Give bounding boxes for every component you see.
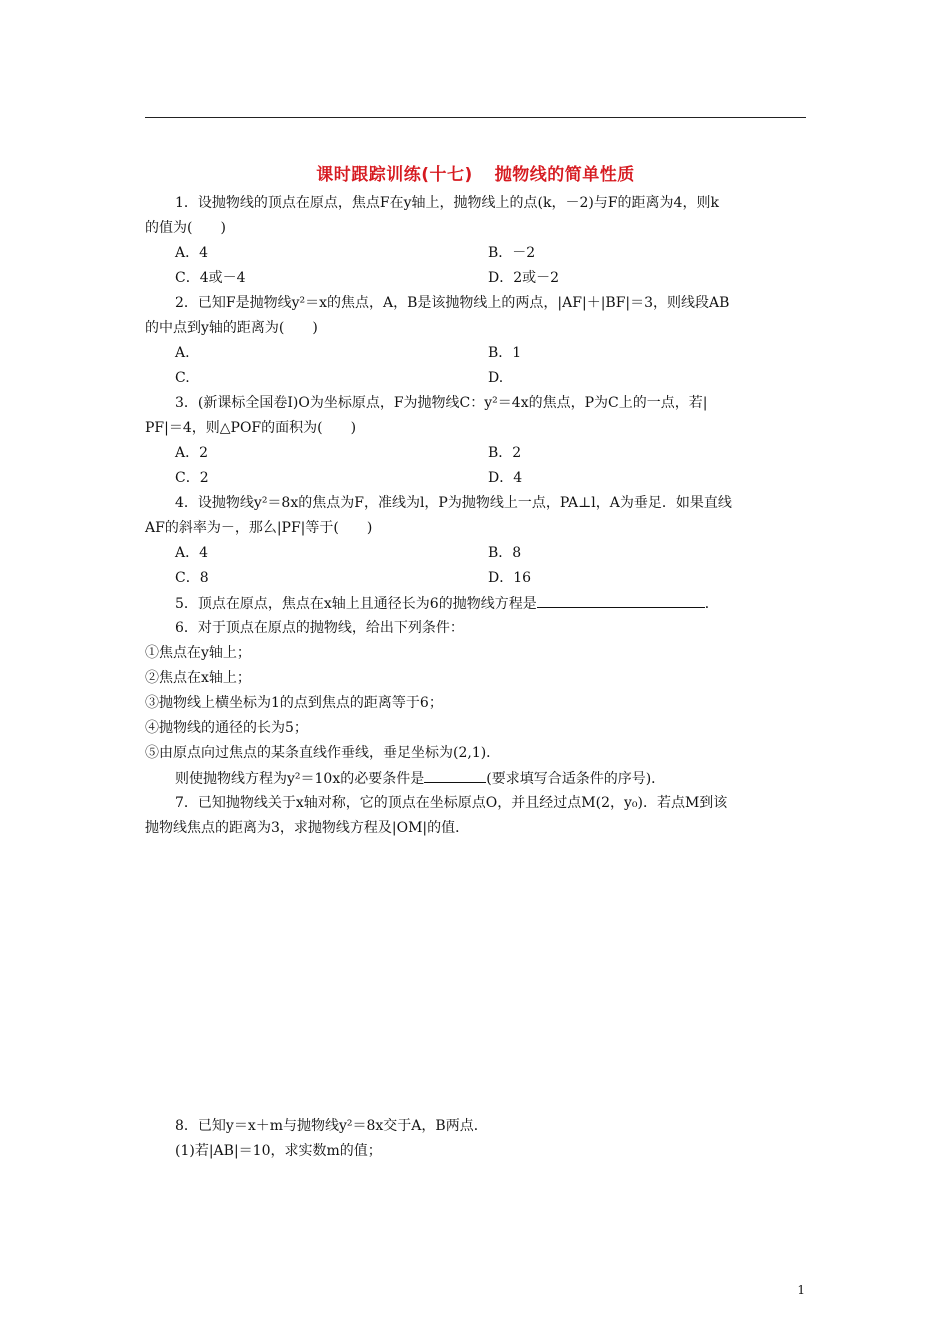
problem-list <box>145 191 806 1164</box>
q1-options-row1 <box>145 241 806 266</box>
q7-line2: 抛物线焦点的距离为3，求抛物线方程及|OM|的值． <box>145 820 470 836</box>
q2-options-row1 <box>145 341 806 366</box>
q2-option-b: B．1 <box>488 345 522 361</box>
q2-options-row2 <box>145 366 806 391</box>
q1-options-row2 <box>145 266 806 291</box>
q5-line <box>145 591 806 616</box>
page-title <box>145 160 806 185</box>
q5-end: ． <box>704 596 719 612</box>
q3-option-b: B．2 <box>488 445 522 461</box>
q6-condition-5: ⑤由原点向过焦点的某条直线作垂线，垂足坐标为(2,1)． <box>145 745 501 761</box>
q3-options-row2 <box>145 466 806 491</box>
q3-line1: 3．(新课标全国卷Ⅰ)O为坐标原点，F为抛物线C：y²＝4x的焦点，P为C上的一点，若| <box>175 395 708 411</box>
q1-option-b: B．－2 <box>488 245 536 261</box>
q2-option-d: D. <box>488 370 504 386</box>
q6-last-post: (要求填写合适条件的序号)． <box>486 771 666 787</box>
q3-option-d: D．4 <box>488 470 523 486</box>
q1-line2: 的值为( ) <box>145 220 226 236</box>
q1-line1: 1．设抛物线的顶点在原点，焦点F在y轴上，抛物线上的点(k，－2)与F的距离为4，则k <box>175 195 719 211</box>
q5-text: 5．顶点在原点，焦点在x轴上且通径长为6的抛物线方程是 <box>175 596 537 612</box>
q4-option-a: A．4 <box>175 545 209 561</box>
q1-option-a: A．4 <box>175 245 209 261</box>
title-right: 抛物线的简单性质 <box>494 165 635 185</box>
page-number: 1 <box>797 1283 805 1297</box>
q6-condition-1: ①焦点在y轴上； <box>145 645 251 661</box>
q4-options-row1 <box>145 541 806 566</box>
q2-option-a: A. <box>175 345 190 361</box>
q4-option-c: C．8 <box>175 570 209 586</box>
q6-condition-2: ②焦点在x轴上； <box>145 670 251 686</box>
q4-line1: 4．设抛物线y²＝8x的焦点为F，准线为l，P为抛物线上一点，PA⊥l，A为垂足．如果直线 <box>175 495 732 511</box>
q4-option-b: B．8 <box>488 545 522 561</box>
q3-options-row1 <box>145 441 806 466</box>
q1-option-c: C．4或－4 <box>175 270 246 286</box>
q4-options-row2 <box>145 566 806 591</box>
header-rule <box>145 117 806 118</box>
q6-answer-blank <box>424 766 486 783</box>
q6-condition-3: ③抛物线上横坐标为1的点到焦点的距离等于6； <box>145 695 443 711</box>
q6-last-line <box>145 766 806 791</box>
q3-line2: PF|＝4，则△POF的面积为( ) <box>145 420 357 436</box>
q3-option-a: A．2 <box>175 445 209 461</box>
q6-condition-4: ④抛物线的通径的长为5； <box>145 720 308 736</box>
q6-last-pre: 则使抛物线方程为y²＝10x的必要条件是 <box>175 771 425 787</box>
q8-line2: (1)若|AB|＝10，求实数m的值； <box>175 1143 382 1159</box>
title-left: 课时跟踪训练(十七) <box>316 165 473 185</box>
q7-line1: 7．已知抛物线关于x轴对称，它的顶点在坐标原点O，并且经过点M(2，y₀)．若点M到该 <box>175 795 728 811</box>
q2-line1: 2．已知F是抛物线y²＝x的焦点，A，B是该抛物线上的两点，|AF|＋|BF|＝3，则线段AB <box>175 295 730 311</box>
q1-option-d: D．2或－2 <box>488 270 560 286</box>
q3-option-c: C．2 <box>175 470 209 486</box>
q2-line2: 的中点到y轴的距离为( ) <box>145 320 318 336</box>
q4-option-d: D．16 <box>488 570 532 586</box>
q6-intro: 6．对于顶点在原点的抛物线，给出下列条件： <box>175 620 464 636</box>
q2-option-c: C. <box>175 370 190 386</box>
q8-line1: 8．已知y＝x＋m与抛物线y²＝8x交于A，B两点． <box>175 1118 488 1134</box>
q5-answer-blank <box>537 591 705 608</box>
answer-space <box>145 841 806 1114</box>
q4-line2: AF的斜率为－，那么|PF|等于( ) <box>145 520 373 536</box>
